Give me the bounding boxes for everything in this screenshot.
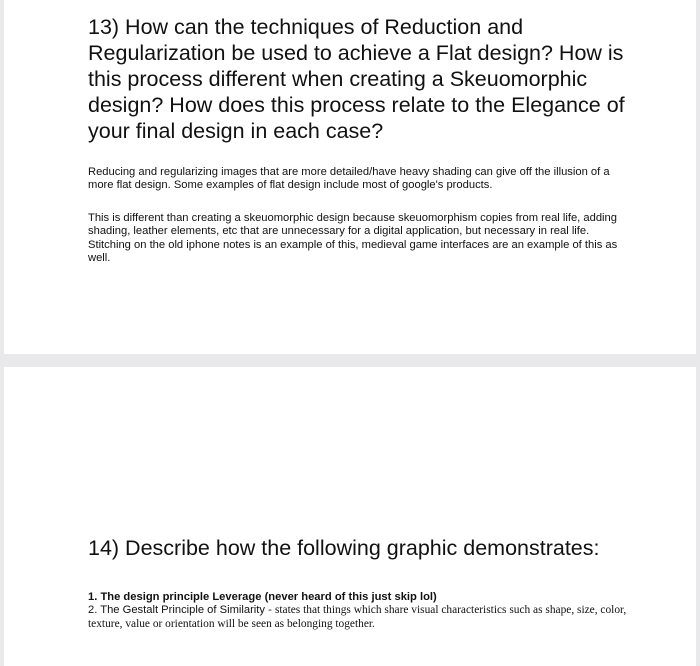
- document-page-1: [4, 0, 696, 354]
- question-13-title: 13) How can the techniques of Reduction and Regularization be used to achieve a Flat design? How is this process different when creating a Skeuomorphic design? How does this process relate to the Elegance of your final design in each case?: [88, 15, 625, 143]
- list-item-similarity: [88, 604, 628, 631]
- question-14-title: 14) Describe how the following graphic demonstrates:: [88, 536, 600, 560]
- answer-paragraph-1: Reducing and regularizing images that are more detailed/have heavy shading can give off the illusion of a more flat design. Some examples of flat design include most of google's products.: [88, 166, 610, 192]
- question-14-list: [88, 591, 628, 631]
- answer-paragraph-2: This is different than creating a skeuomorphic design because skeuomorphism copies from real life, adding shading, leather elements, etc that are unnecessary for a digital application, but necessary in real life. Stitching on the old iphone notes is an example of this, medieval game interfaces are an example of this as well.: [88, 212, 618, 265]
- document-page-2: [4, 367, 696, 666]
- list-item-leverage: 1. The design principle Leverage (never heard of this just skip lol): [88, 591, 437, 603]
- similarity-definition: states that things which share visual characteristics such as shape, size, color, texture, value or orientation will be seen as belonging together.: [88, 604, 627, 630]
- similarity-label: 2. The Gestalt Principle of Similarity -: [88, 604, 275, 617]
